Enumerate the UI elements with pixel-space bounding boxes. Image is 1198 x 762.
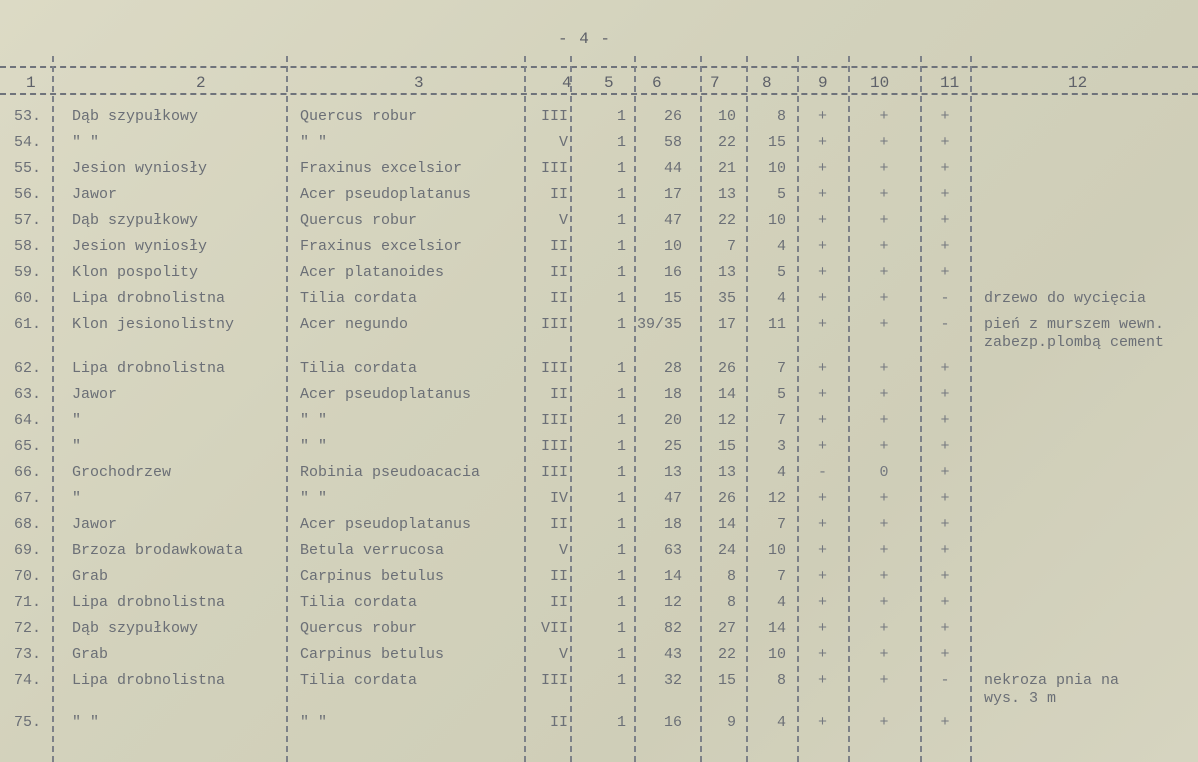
col-5-value: 1 xyxy=(616,412,626,429)
polish-name: Dąb szypułkowy xyxy=(72,212,199,229)
col-6-value: 44 xyxy=(663,160,682,177)
row-number: 59. xyxy=(14,264,42,281)
polish-name: Lipa drobnolistna xyxy=(72,672,226,689)
col-4-value: III xyxy=(540,316,568,333)
col-6-value: 28 xyxy=(663,360,682,377)
col-9-value: + xyxy=(817,186,827,203)
col-10-value: + xyxy=(879,568,889,585)
col-5-value: 1 xyxy=(616,620,626,637)
col-8-value: 4 xyxy=(776,714,786,731)
polish-name: Klon pospolity xyxy=(72,264,199,281)
col-5-value: 1 xyxy=(616,490,626,507)
col-10-value: + xyxy=(879,516,889,533)
polish-name: " xyxy=(72,438,82,455)
polish-name: Jesion wyniosły xyxy=(72,238,208,255)
col-9-value: + xyxy=(817,316,827,333)
latin-name: Carpinus betulus xyxy=(300,646,445,663)
col-7-value: 7 xyxy=(726,238,736,255)
polish-name: Lipa drobnolistna xyxy=(72,360,226,377)
row-number: 57. xyxy=(14,212,42,229)
col-7-value: 22 xyxy=(717,646,736,663)
col-11-value: + xyxy=(940,238,950,255)
latin-name: Acer platanoides xyxy=(300,264,445,281)
col-10-value: + xyxy=(879,290,889,307)
polish-name: Lipa drobnolistna xyxy=(72,290,226,307)
col-5-value: 1 xyxy=(616,238,626,255)
column-divider xyxy=(52,56,54,762)
polish-name: Lipa drobnolistna xyxy=(72,594,226,611)
col-5-value: 1 xyxy=(616,438,626,455)
col-10-value: + xyxy=(879,646,889,663)
col-11-value: + xyxy=(940,438,950,455)
col-9-value: + xyxy=(817,568,827,585)
col-10-value: + xyxy=(879,108,889,125)
column-header: 7 xyxy=(710,74,720,92)
row-number: 71. xyxy=(14,594,42,611)
latin-name: Tilia cordata xyxy=(300,672,418,689)
polish-name: Jawor xyxy=(72,386,118,403)
col-9-value: + xyxy=(817,438,827,455)
col-10-value: + xyxy=(879,620,889,637)
column-divider xyxy=(570,56,572,762)
col-8-value: 10 xyxy=(767,646,786,663)
col-11-value: + xyxy=(940,264,950,281)
col-11-value: + xyxy=(940,714,950,731)
row-number: 61. xyxy=(14,316,42,333)
col-6-value: 17 xyxy=(663,186,682,203)
column-header: 1 xyxy=(26,74,36,92)
col-6-value: 16 xyxy=(663,264,682,281)
col-8-value: 10 xyxy=(767,212,786,229)
col-10-value: + xyxy=(879,316,889,333)
col-5-value: 1 xyxy=(616,360,626,377)
col-5-value: 1 xyxy=(616,186,626,203)
col-9-value: + xyxy=(817,360,827,377)
header-top-rule xyxy=(0,66,1198,68)
row-number: 62. xyxy=(14,360,42,377)
col-9-value: + xyxy=(817,490,827,507)
col-10-value: + xyxy=(879,264,889,281)
row-number: 68. xyxy=(14,516,42,533)
col-7-value: 13 xyxy=(717,464,736,481)
col-7-value: 13 xyxy=(717,264,736,281)
col-7-value: 17 xyxy=(717,316,736,333)
col-9-value: + xyxy=(817,108,827,125)
col-11-value: + xyxy=(940,212,950,229)
col-11-value: - xyxy=(940,290,950,307)
latin-name: " " xyxy=(300,490,328,507)
latin-name: Acer pseudoplatanus xyxy=(300,516,472,533)
remark-line: drzewo do wycięcia xyxy=(984,290,1147,307)
remark-line: pień z murszem wewn. xyxy=(984,316,1165,333)
col-10-value: + xyxy=(879,714,889,731)
col-7-value: 9 xyxy=(726,714,736,731)
latin-name: Carpinus betulus xyxy=(300,568,445,585)
col-4-value: II xyxy=(549,264,568,281)
col-6-value: 82 xyxy=(663,620,682,637)
col-10-value: + xyxy=(879,594,889,611)
header-bottom-rule xyxy=(0,93,1198,95)
col-8-value: 5 xyxy=(776,186,786,203)
col-4-value: III xyxy=(540,412,568,429)
col-7-value: 22 xyxy=(717,134,736,151)
col-9-value: + xyxy=(817,646,827,663)
col-9-value: + xyxy=(817,714,827,731)
col-4-value: V xyxy=(558,542,568,559)
col-8-value: 7 xyxy=(776,568,786,585)
col-7-value: 15 xyxy=(717,672,736,689)
column-header: 9 xyxy=(818,74,828,92)
col-6-value: 47 xyxy=(663,490,682,507)
latin-name: Robinia pseudoacacia xyxy=(300,464,481,481)
row-number: 54. xyxy=(14,134,42,151)
col-9-value: + xyxy=(817,620,827,637)
col-10-value: + xyxy=(879,672,889,689)
col-5-value: 1 xyxy=(616,134,626,151)
col-7-value: 21 xyxy=(717,160,736,177)
polish-name: " xyxy=(72,412,82,429)
col-10-value: 0 xyxy=(879,464,889,481)
col-9-value: + xyxy=(817,516,827,533)
remark-line: wys. 3 m xyxy=(984,690,1057,707)
page-number: - 4 - xyxy=(558,30,612,48)
col-11-value: + xyxy=(940,542,950,559)
polish-name: Jawor xyxy=(72,516,118,533)
latin-name: Quercus robur xyxy=(300,108,418,125)
row-number: 67. xyxy=(14,490,42,507)
row-number: 64. xyxy=(14,412,42,429)
col-4-value: III xyxy=(540,360,568,377)
column-header: 10 xyxy=(870,74,890,92)
col-4-value: III xyxy=(540,160,568,177)
row-number: 70. xyxy=(14,568,42,585)
col-11-value: - xyxy=(940,316,950,333)
col-10-value: + xyxy=(879,212,889,229)
col-8-value: 5 xyxy=(776,386,786,403)
col-8-value: 10 xyxy=(767,542,786,559)
col-4-value: IV xyxy=(549,490,568,507)
polish-name: " " xyxy=(72,134,100,151)
col-4-value: III xyxy=(540,672,568,689)
col-10-value: + xyxy=(879,238,889,255)
col-6-value: 63 xyxy=(663,542,682,559)
col-4-value: II xyxy=(549,516,568,533)
col-8-value: 4 xyxy=(776,594,786,611)
col-8-value: 11 xyxy=(767,316,786,333)
col-5-value: 1 xyxy=(616,316,626,333)
latin-name: Fraxinus excelsior xyxy=(300,160,463,177)
column-header: 4 xyxy=(562,74,572,92)
col-6-value: 18 xyxy=(663,386,682,403)
col-4-value: II xyxy=(549,594,568,611)
col-9-value: + xyxy=(817,594,827,611)
column-header: 12 xyxy=(1068,74,1088,92)
col-5-value: 1 xyxy=(616,516,626,533)
col-9-value: + xyxy=(817,672,827,689)
col-8-value: 5 xyxy=(776,264,786,281)
col-9-value: + xyxy=(817,412,827,429)
col-11-value: + xyxy=(940,594,950,611)
column-divider xyxy=(970,56,972,762)
polish-name: Dąb szypułkowy xyxy=(72,108,199,125)
row-number: 60. xyxy=(14,290,42,307)
col-6-value: 20 xyxy=(663,412,682,429)
row-number: 58. xyxy=(14,238,42,255)
col-8-value: 10 xyxy=(767,160,786,177)
col-11-value: + xyxy=(940,464,950,481)
latin-name: Quercus robur xyxy=(300,620,418,637)
col-5-value: 1 xyxy=(616,568,626,585)
col-7-value: 14 xyxy=(717,386,736,403)
col-11-value: + xyxy=(940,516,950,533)
col-11-value: + xyxy=(940,108,950,125)
col-10-value: + xyxy=(879,160,889,177)
row-number: 69. xyxy=(14,542,42,559)
col-4-value: II xyxy=(549,714,568,731)
latin-name: Tilia cordata xyxy=(300,290,418,307)
col-9-value: + xyxy=(817,212,827,229)
col-7-value: 35 xyxy=(717,290,736,307)
col-4-value: III xyxy=(540,438,568,455)
col-11-value: + xyxy=(940,646,950,663)
column-divider xyxy=(524,56,526,762)
col-10-value: + xyxy=(879,186,889,203)
col-8-value: 3 xyxy=(776,438,786,455)
col-9-value: + xyxy=(817,134,827,151)
polish-name: Grab xyxy=(72,646,109,663)
col-11-value: + xyxy=(940,490,950,507)
col-10-value: + xyxy=(879,438,889,455)
col-5-value: 1 xyxy=(616,386,626,403)
col-10-value: + xyxy=(879,360,889,377)
polish-name: Jesion wyniosły xyxy=(72,160,208,177)
col-6-value: 10 xyxy=(663,238,682,255)
col-5-value: 1 xyxy=(616,264,626,281)
col-8-value: 15 xyxy=(767,134,786,151)
col-4-value: III xyxy=(540,464,568,481)
col-7-value: 27 xyxy=(717,620,736,637)
column-header: 2 xyxy=(196,74,206,92)
latin-name: " " xyxy=(300,134,328,151)
col-8-value: 14 xyxy=(767,620,786,637)
latin-name: Tilia cordata xyxy=(300,594,418,611)
row-number: 66. xyxy=(14,464,42,481)
col-7-value: 26 xyxy=(717,490,736,507)
polish-name: Grab xyxy=(72,568,109,585)
col-10-value: + xyxy=(879,412,889,429)
latin-name: Fraxinus excelsior xyxy=(300,238,463,255)
col-5-value: 1 xyxy=(616,212,626,229)
polish-name: Brzoza brodawkowata xyxy=(72,542,244,559)
col-8-value: 7 xyxy=(776,516,786,533)
col-4-value: V xyxy=(558,646,568,663)
col-8-value: 8 xyxy=(776,108,786,125)
column-header: 8 xyxy=(762,74,772,92)
latin-name: " " xyxy=(300,438,328,455)
col-11-value: + xyxy=(940,134,950,151)
col-6-value: 47 xyxy=(663,212,682,229)
row-number: 72. xyxy=(14,620,42,637)
col-10-value: + xyxy=(879,386,889,403)
row-number: 55. xyxy=(14,160,42,177)
col-9-value: + xyxy=(817,238,827,255)
col-4-value: II xyxy=(549,386,568,403)
col-4-value: II xyxy=(549,568,568,585)
col-6-value: 58 xyxy=(663,134,682,151)
col-6-value: 16 xyxy=(663,714,682,731)
latin-name: Betula verrucosa xyxy=(300,542,445,559)
col-10-value: + xyxy=(879,490,889,507)
col-5-value: 1 xyxy=(616,160,626,177)
polish-name: " xyxy=(72,490,82,507)
remark-line: nekroza pnia na xyxy=(984,672,1120,689)
col-6-value: 13 xyxy=(663,464,682,481)
col-4-value: V xyxy=(558,134,568,151)
col-5-value: 1 xyxy=(616,714,626,731)
col-10-value: + xyxy=(879,134,889,151)
col-11-value: + xyxy=(940,568,950,585)
remark-line: zabezp.plombą cement xyxy=(984,334,1165,351)
col-9-value: + xyxy=(817,542,827,559)
col-7-value: 8 xyxy=(726,594,736,611)
row-number: 56. xyxy=(14,186,42,203)
col-4-value: II xyxy=(549,238,568,255)
latin-name: Acer pseudoplatanus xyxy=(300,186,472,203)
col-8-value: 4 xyxy=(776,290,786,307)
col-5-value: 1 xyxy=(616,464,626,481)
col-4-value: II xyxy=(549,290,568,307)
latin-name: Acer pseudoplatanus xyxy=(300,386,472,403)
column-header: 6 xyxy=(652,74,662,92)
col-4-value: V xyxy=(558,212,568,229)
column-header: 11 xyxy=(940,74,960,92)
col-11-value: + xyxy=(940,360,950,377)
col-6-value: 32 xyxy=(663,672,682,689)
col-6-value: 43 xyxy=(663,646,682,663)
row-number: 65. xyxy=(14,438,42,455)
col-11-value: + xyxy=(940,160,950,177)
column-header: 5 xyxy=(604,74,614,92)
col-9-value: + xyxy=(817,386,827,403)
col-5-value: 1 xyxy=(616,542,626,559)
col-8-value: 7 xyxy=(776,412,786,429)
col-11-value: - xyxy=(940,672,950,689)
latin-name: Acer negundo xyxy=(300,316,409,333)
latin-name: Tilia cordata xyxy=(300,360,418,377)
col-4-value: III xyxy=(540,108,568,125)
row-number: 74. xyxy=(14,672,42,689)
polish-name: Dąb szypułkowy xyxy=(72,620,199,637)
col-6-value: 26 xyxy=(663,108,682,125)
col-9-value: + xyxy=(817,160,827,177)
col-6-value: 18 xyxy=(663,516,682,533)
col-5-value: 1 xyxy=(616,672,626,689)
row-number: 73. xyxy=(14,646,42,663)
col-7-value: 8 xyxy=(726,568,736,585)
col-5-value: 1 xyxy=(616,646,626,663)
row-number: 63. xyxy=(14,386,42,403)
polish-name: Grochodrzew xyxy=(72,464,172,481)
column-header: 3 xyxy=(414,74,424,92)
col-8-value: 4 xyxy=(776,238,786,255)
col-8-value: 4 xyxy=(776,464,786,481)
row-number: 75. xyxy=(14,714,42,731)
col-11-value: + xyxy=(940,412,950,429)
col-6-value: 12 xyxy=(663,594,682,611)
polish-name: Jawor xyxy=(72,186,118,203)
row-number: 53. xyxy=(14,108,42,125)
col-6-value: 15 xyxy=(663,290,682,307)
col-7-value: 12 xyxy=(717,412,736,429)
latin-name: " " xyxy=(300,714,328,731)
polish-name: Klon jesionolistny xyxy=(72,316,235,333)
col-6-value: 14 xyxy=(663,568,682,585)
col-9-value: + xyxy=(817,290,827,307)
latin-name: " " xyxy=(300,412,328,429)
col-6-value: 39/35 xyxy=(636,316,682,333)
col-5-value: 1 xyxy=(616,108,626,125)
col-6-value: 25 xyxy=(663,438,682,455)
col-11-value: + xyxy=(940,186,950,203)
col-5-value: 1 xyxy=(616,290,626,307)
col-8-value: 7 xyxy=(776,360,786,377)
col-8-value: 12 xyxy=(767,490,786,507)
col-7-value: 13 xyxy=(717,186,736,203)
col-9-value: - xyxy=(817,464,827,481)
col-4-value: VII xyxy=(540,620,568,637)
col-11-value: + xyxy=(940,386,950,403)
col-5-value: 1 xyxy=(616,594,626,611)
polish-name: " " xyxy=(72,714,100,731)
col-11-value: + xyxy=(940,620,950,637)
latin-name: Quercus robur xyxy=(300,212,418,229)
column-divider xyxy=(286,56,288,762)
col-10-value: + xyxy=(879,542,889,559)
col-7-value: 24 xyxy=(717,542,736,559)
col-8-value: 8 xyxy=(776,672,786,689)
col-7-value: 14 xyxy=(717,516,736,533)
col-4-value: II xyxy=(549,186,568,203)
col-7-value: 15 xyxy=(717,438,736,455)
col-7-value: 22 xyxy=(717,212,736,229)
col-7-value: 26 xyxy=(717,360,736,377)
col-9-value: + xyxy=(817,264,827,281)
col-7-value: 10 xyxy=(717,108,736,125)
